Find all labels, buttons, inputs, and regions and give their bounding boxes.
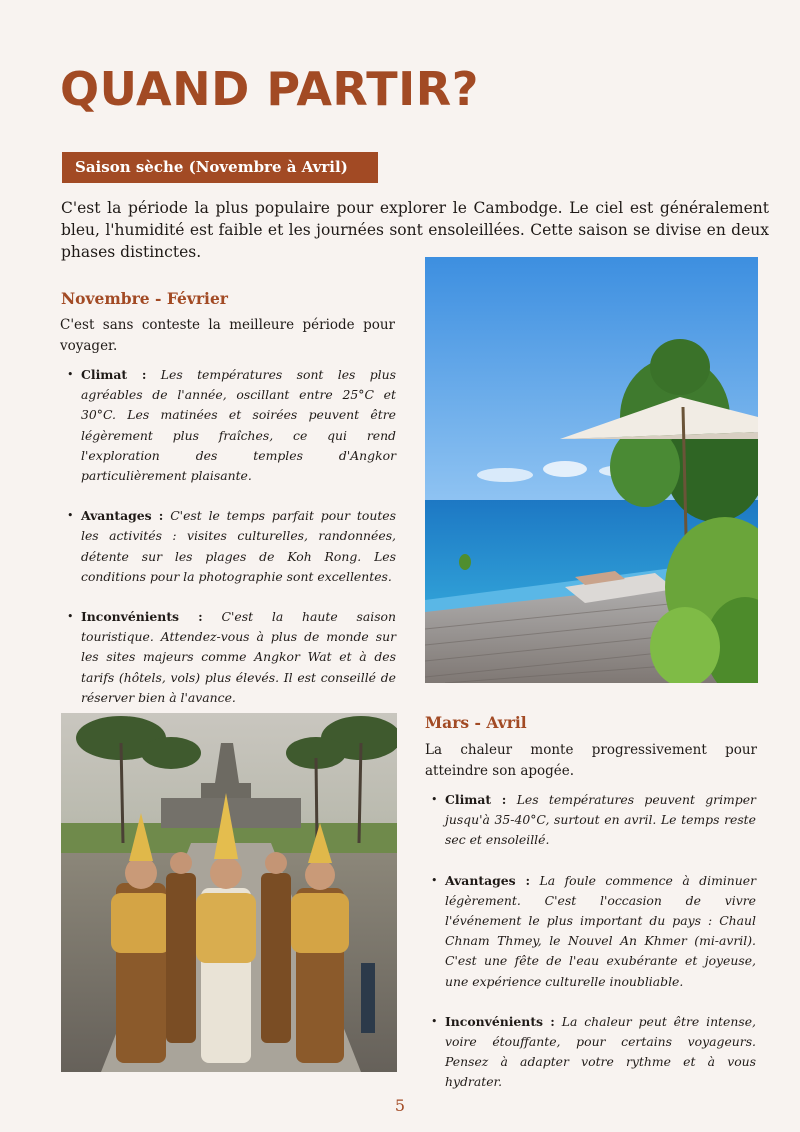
mar-apr-heading: Mars - Avril <box>425 713 527 732</box>
bullet-label: Inconvénients : <box>445 1013 555 1029</box>
mar-apr-intro: La chaleur monte progressivement pour atteindre son apogée. <box>425 742 757 779</box>
bullet-text: Les températures peuvent grimper jusqu'à 35-40°C, surtout en avril. Le temps reste sec et ensoleillé. <box>445 792 756 848</box>
page-number: 5 <box>394 1096 406 1115</box>
bullet-label: Climat : <box>81 367 147 382</box>
nov-feb-intro: C'est sans conteste la meilleure période pour voyager. <box>60 317 395 354</box>
list-item <box>61 607 396 708</box>
nov-feb-list <box>61 365 396 728</box>
bullet-text: La chaleur peut être intense, voire étouffante, pour certains voyageurs. Pensez à adapter votre rythme et à vous hydrater. <box>445 1013 756 1090</box>
list-item <box>425 1012 756 1093</box>
bullet-text: La foule commence à diminuer légèrement. C'est l'occasion de vivre l'événement le plus important du pays : Chaul Chnam Thmey, le Nouvel An Khmer (mi-avril). C'est une fête de l'eau exubérante et joyeuse, une expérience culturelle inoubliable. <box>445 872 756 989</box>
apsara-dancers-photo <box>61 713 397 1072</box>
pool-sea-photo <box>425 257 758 683</box>
list-item <box>425 790 756 851</box>
mar-apr-list <box>425 790 756 1113</box>
bullet-label: Avantages : <box>445 872 531 888</box>
bullet-label: Climat : <box>445 792 507 807</box>
bullet-label: Inconvénients : <box>81 609 203 625</box>
list-item <box>61 506 396 587</box>
list-item <box>425 871 756 992</box>
list-item <box>61 365 396 486</box>
dry-season-intro: C'est la période la plus populaire pour explorer le Cambodge. Le ciel est généralement bleu, l'humidité est faible et les journées sont ensoleillées. Cette saison se divise en deux phases distinctes. <box>61 199 769 261</box>
bullet-text: C'est la haute saison touristique. Attendez-vous à plus de monde sur les sites majeurs comme Angkor Wat et à des tarifs (hôtels, vols) plus élevés. Il est conseillé de réserver bien à l'avance. <box>81 609 396 705</box>
bullet-label: Avantages : <box>81 508 164 524</box>
season-banner: Saison sèche (Novembre à Avril) <box>62 152 378 183</box>
page-title: QUAND PARTIR? <box>60 62 479 116</box>
bullet-text: C'est le temps parfait pour toutes les activités : visites culturelles, randonnées, détente sur les plages de Koh Rong. Les conditions pour la photographie sont excellentes. <box>81 508 396 584</box>
nov-feb-heading: Novembre - Février <box>61 289 228 308</box>
bullet-text: Les températures sont les plus agréables de l'année, oscillant entre 25°C et 30°C. Les matinées et soirées peuvent être légèrement plus fraîches, ce qui rend l'exploration des temples d'Angkor particulièrement plaisante. <box>81 367 396 484</box>
